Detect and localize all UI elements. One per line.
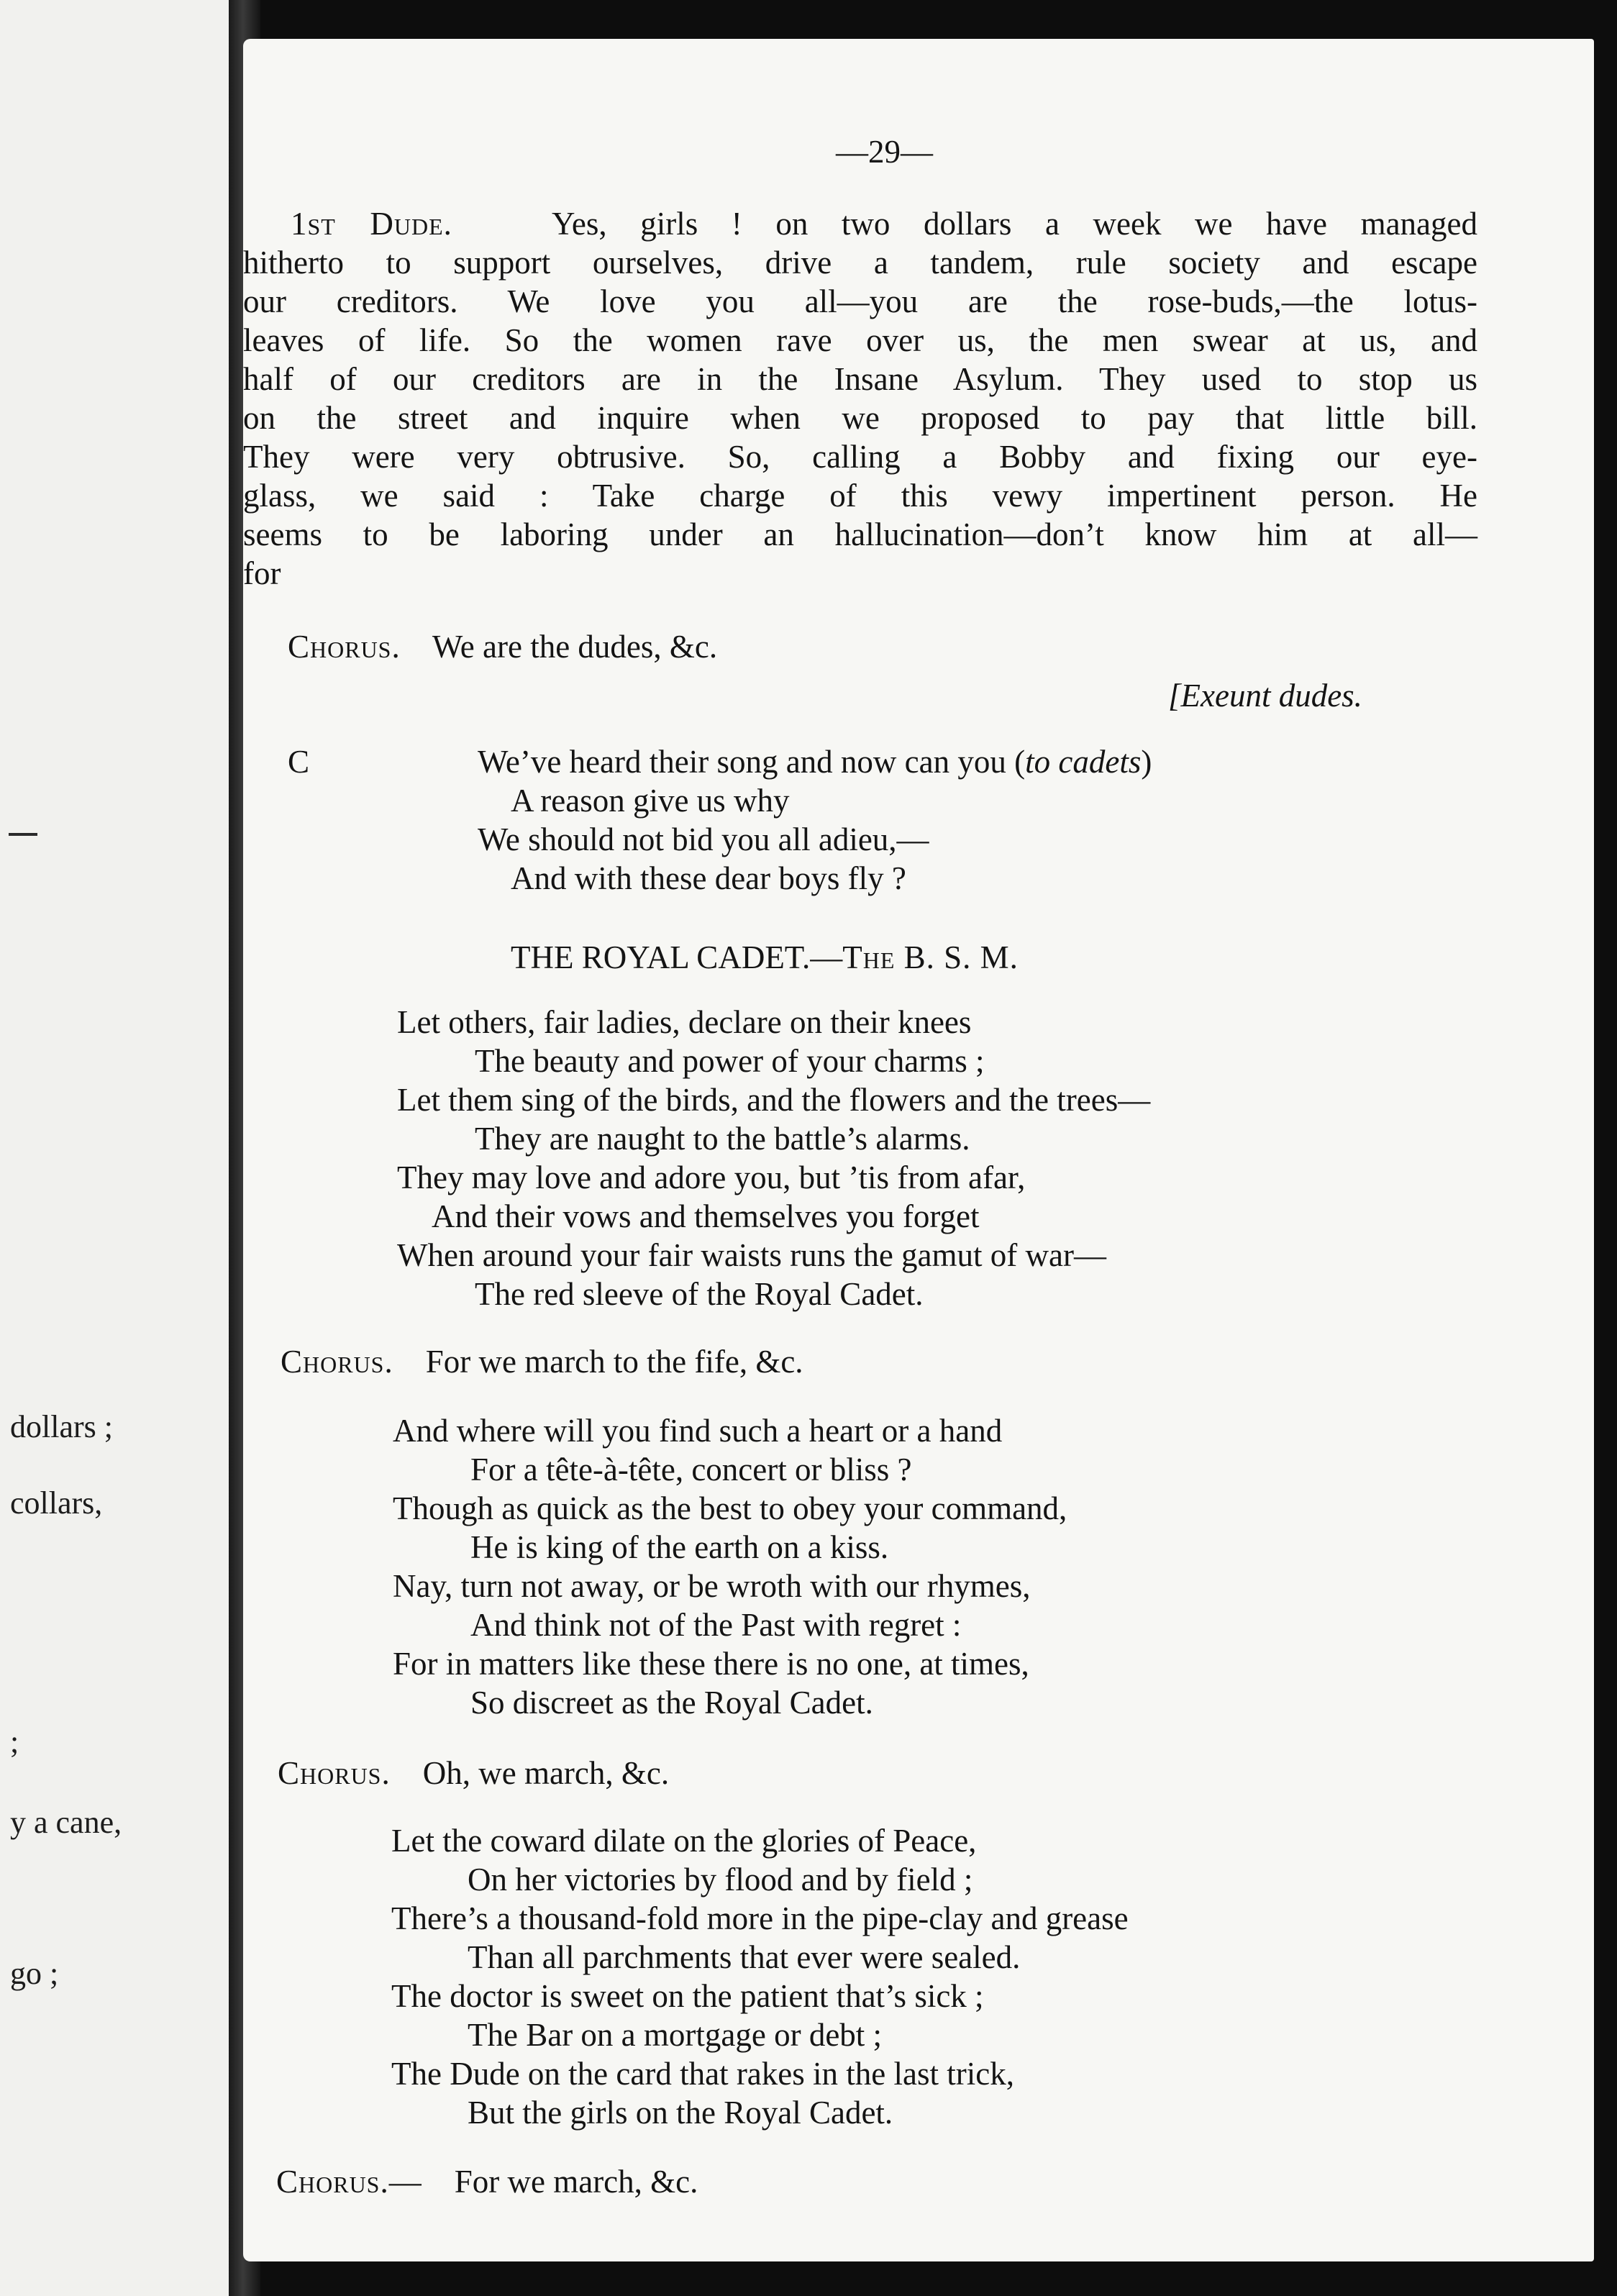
verse-line: Nay, turn not away, or be wroth with our rhymes,	[393, 1568, 1031, 1604]
chorus-line	[288, 627, 717, 666]
left-fragment-line: go ;	[10, 1956, 59, 1991]
speaker-label: 1st Dude.	[291, 206, 452, 242]
dialogue-line: They were very obtrusive. So, calling a Bobby and fixing our eye-	[243, 439, 1477, 475]
song-author: The B. S. M.	[842, 939, 1019, 975]
verse-line: On her victories by flood and by field ;	[468, 1862, 973, 1898]
verse-line: They may love and adore you, but ’tis from afar,	[397, 1160, 1026, 1195]
chorus-label: Chorus.—	[276, 2164, 422, 2200]
chorus-label: Chorus.	[278, 1755, 391, 1791]
c-verse-line: We should not bid you all adieu,—	[478, 821, 929, 857]
verse-line: The doctor is sweet on the patient that’s sick ;	[391, 1978, 984, 2014]
left-fragment-line: collars,	[10, 1485, 103, 1521]
verse-line: There’s a thousand-fold more in the pipe-clay and grease	[391, 1900, 1129, 1936]
c-verse-text: )	[1141, 744, 1152, 780]
verse-line: So discreet as the Royal Cadet.	[470, 1685, 873, 1721]
verse-line: And where will you find such a heart or a hand	[393, 1413, 1003, 1449]
chorus-line	[281, 1342, 803, 1381]
c-verse-line: And with these dear boys fly ?	[511, 860, 906, 896]
dialogue-line: leaves of life. So the women rave over us, the men swear at us, and	[243, 322, 1477, 358]
page-number: —29—	[836, 134, 933, 170]
c-verse-line	[478, 742, 1152, 781]
verse-line: And their vows and themselves you forget	[432, 1198, 980, 1234]
verse-line: Let the coward dilate on the glories of Peace,	[391, 1823, 977, 1859]
dialogue-text: Yes, girls ! on two dollars a week we have managed	[551, 206, 1477, 242]
chorus-line	[276, 2162, 698, 2201]
verse-line: Though as quick as the best to obey your command,	[393, 1490, 1067, 1526]
left-fragment-line: y a cane,	[10, 1805, 122, 1840]
verse-line: He is king of the earth on a kiss.	[470, 1529, 889, 1565]
chorus-line	[278, 1754, 669, 1792]
c-verse-line: A reason give us why	[511, 783, 790, 819]
verse-line: Let them sing of the birds, and the flowers and the trees—	[397, 1082, 1151, 1118]
verse-line: And think not of the Past with regret :	[470, 1607, 962, 1643]
verse-line: For in matters like these there is no one, at times,	[393, 1646, 1029, 1682]
dialogue-line: seems to be laboring under an hallucination—don’t know him at all—	[243, 516, 1477, 552]
left-page-fragment	[0, 0, 229, 2296]
song-title	[511, 938, 1019, 977]
chorus-label: Chorus.	[281, 1344, 393, 1380]
verse-line: The beauty and power of your charms ;	[475, 1043, 985, 1079]
song-title-main: THE ROYAL CADET.—	[511, 939, 843, 975]
c-verse-italic: to cadets	[1025, 744, 1142, 780]
verse-line: When around your fair waists runs the gamut of war—	[397, 1237, 1106, 1273]
verse-line: The Bar on a mortgage or debt ;	[468, 2017, 883, 2053]
verse-line: They are naught to the battle’s alarms.	[475, 1121, 970, 1157]
verse-line: Than all parchments that ever were sealed.	[468, 1939, 1021, 1975]
chorus-text: For we march to the fife, &c.	[425, 1344, 803, 1380]
dialogue-line: glass, we said : Take charge of this vewy impertinent person. He	[243, 478, 1477, 514]
dialogue-line: half of our creditors are in the Insane Asylum. They used to stop us	[243, 361, 1477, 397]
chorus-text: We are the dudes, &c.	[432, 629, 718, 665]
verse-line: The Dude on the card that rakes in the last trick,	[391, 2056, 1014, 2092]
dialogue-line: for	[243, 555, 281, 591]
c-label: C	[288, 744, 310, 780]
verse-line: But the girls on the Royal Cadet.	[468, 2095, 893, 2131]
dialogue-line: hitherto to support ourselves, drive a tandem, rule society and escape	[243, 245, 1477, 281]
verse-line: The red sleeve of the Royal Cadet.	[475, 1276, 924, 1312]
book-page	[243, 39, 1594, 2261]
chorus-label: Chorus.	[288, 629, 401, 665]
dialogue-line: on the street and inquire when we proposed to pay that little bill.	[243, 400, 1477, 436]
left-fragment-line: ;	[10, 1724, 19, 1759]
c-verse-text: We’ve heard their song and now can you (	[478, 744, 1026, 780]
left-fragment-line: dollars ;	[10, 1409, 113, 1444]
dialogue-line: our creditors. We love you all—you are the rose-buds,—the lotus-	[243, 283, 1477, 319]
left-dash	[9, 833, 37, 836]
chorus-text: Oh, we march, &c.	[422, 1755, 670, 1791]
chorus-text: For we march, &c.	[454, 2164, 698, 2200]
stage-direction: [Exeunt dudes.	[1168, 678, 1362, 714]
verse-line: For a tête-à-tête, concert or bliss ?	[470, 1452, 912, 1488]
dialogue-line	[291, 204, 1477, 243]
verse-line: Let others, fair ladies, declare on their knees	[397, 1004, 972, 1040]
